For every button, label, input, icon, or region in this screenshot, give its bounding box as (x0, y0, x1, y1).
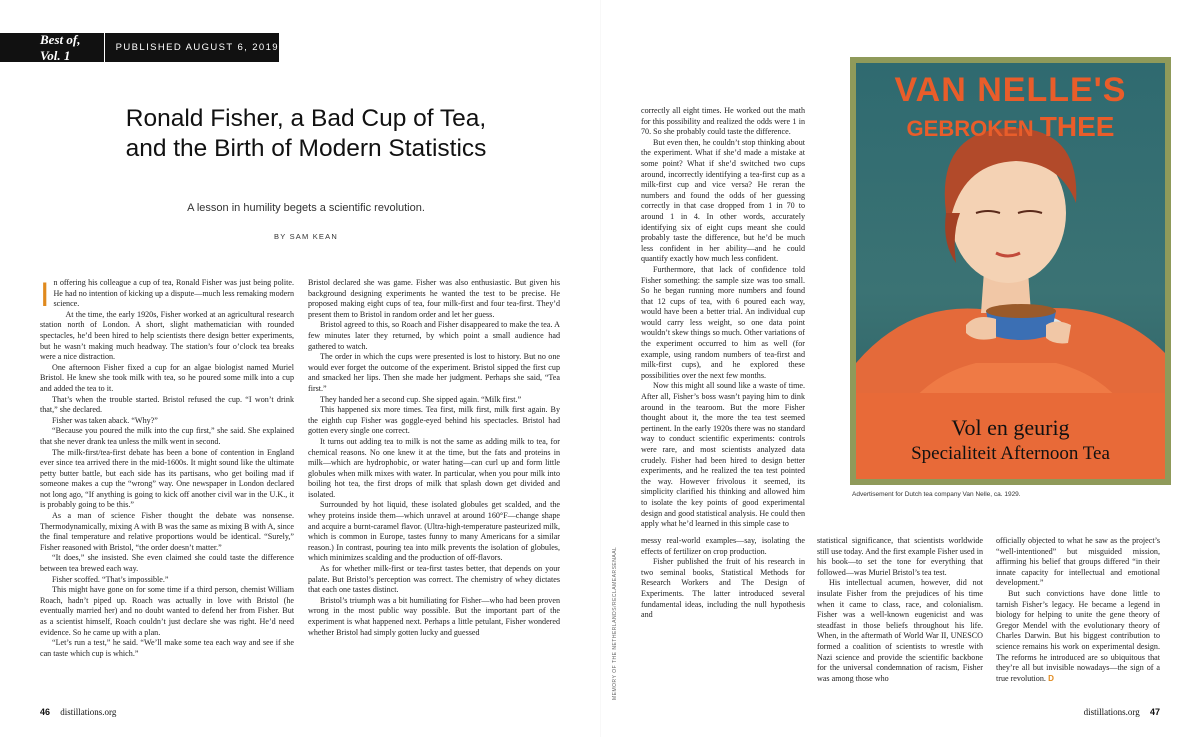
paragraph: “Because you poured the milk into the cup first,” she said. She explained that she never drank tea unless the milk went in second. (40, 426, 294, 446)
paragraph: statistical significance, that scientists worldwide still use today. And the first example Fisher used in his book—to set the tone for everything that followed—was Muriel Bristol’s tea test. (817, 536, 983, 577)
page-fold (600, 0, 601, 737)
publish-date: PUBLISHED AUGUST 6, 2019 (115, 42, 279, 53)
ad-brand: VAN NELLE'S (894, 71, 1127, 109)
paragraph: Bristol declared she was game. Fisher was also enthusiastic. But given his background designing experiments he wanted the test to be precise. He proposed making eight cups of tea, four milk-first and four tea-first. They’d present them to Bristol in random order and let her guess. (308, 278, 560, 319)
paragraph: This might have gone on for some time if a third person, chemist William Roach, hadn’t piped up. Roach was actually in love with Bristol (he eventually married her) and no doubt wanted to defend her from Fisher. But as a scientist himself, Roach couldn’t just declare she was right. He’d need evidence. So he came up with a plan. (40, 585, 294, 637)
paragraph: As a man of science Fisher thought the debate was nonsense. Thermodynamically, mixing A with B was the same as mixing B with A, since the final temperature and relative proportions would be identical. “Surely,” Fisher reasoned with Bristol, “the order doesn’t matter.” (40, 511, 294, 552)
paragraph: The order in which the cups were presented is lost to history. But no one would ever forget the outcome of the experiment. Bristol sipped the first cup and smacked her lips. Then she made her judgment. Perhaps she said, “Tea first.” (308, 352, 560, 393)
site-name-right: distillations.org (1083, 707, 1140, 717)
issue-label: Best of, Vol. 1 (40, 31, 81, 63)
paragraph: Fisher published the fruit of his research in two seminal books, Statistical Methods for Research Workers and The Design of Experiments. The latter introduced several fundamental ideas, including the null hypothesis and (641, 557, 805, 620)
paragraph: Surrounded by hot liquid, these isolated globules get scalded, and the whey proteins inside them—which unravel at around 160°F—change shape and acquire a burnt-caramel flavor. (Ultra-high-temperature pasteurized milk, which is common in Europe, tastes funny to many Americans for a similar reason.) In contrast, pouring tea into milk prevents the isolation of globules, which minimizes scalding and the production of off-flavors. (308, 500, 560, 563)
drop-cap: I (40, 278, 50, 314)
column-body (308, 278, 560, 638)
paragraph: Fisher scoffed. “That’s impossible.” (52, 574, 169, 584)
site-name-left: distillations.org (60, 707, 117, 717)
paragraph: At the time, the early 1920s, Fisher worked at an agricultural research station north of London. A short, slight mathematician with rounded spectacles, he’d been hired to help scientists there design better experiments, but he wasn’t making much headway. The station’s four o’clock tea breaks were a nice distraction. (40, 309, 294, 362)
paragraph: Bristol agreed to this, so Roach and Fisher disappeared to make the tea. A few minutes later they returned, by which point a small audience had gathered to watch. (308, 320, 560, 351)
ad-poster (856, 63, 1165, 479)
paragraph: As for whether milk-first or tea-first tastes better, that depends on your palate. But Bristol’s perception was correct. The chemistry of whey dictates that each one tastes distinct. (308, 564, 560, 595)
paragraph: The milk-first/tea-first debate has been a bone of contention in England ever since tea arrived there in the mid-1600s. It might sound like the ultimate petty butter battle, but each side has its partisans, who get boiling mad if someone makes a cup the “wrong” way. One newspaper in London declared not long ago, “If anything is going to kick off another civil war in the U.K., it is probably going to be this.” (40, 447, 294, 510)
column-body (40, 278, 294, 659)
paragraph: correctly all eight times. He worked out the math for this possibility and realized the odds were 1 in 70. So she probably could taste the difference. (641, 106, 805, 137)
paragraph: His intellectual acumen, however, did not insulate Fisher from the prejudices of his time when it came to class, race, and colonialism. Fisher was a well-known eugenicist and was steadfast in those beliefs throughout his life. When, in the aftermath of World War II, UNESCO formed a coalition of scientists to wrestle with Nazi science and provide the scientific backbone for the universal condemnation of racism, Fisher was among those who (817, 578, 983, 683)
paragraph: “Let’s run a test,” he said. “We’ll make some tea each way and see if she can taste which cup is which.” (40, 638, 294, 658)
article-deck: A lesson in humility begets a scientific revolution. (187, 202, 425, 214)
paragraph: messy real-world examples—say, isolating the effects of fertilizer on crop production. (641, 536, 805, 556)
article-title: Ronald Fisher, a Bad Cup of Tea, and the Birth of Modern Statistics (125, 105, 487, 162)
paragraph: But even then, he couldn’t stop thinking about the experiment. What if she’d made a mistake at some point? What if she’d switched two cups around, incorrectly identifying a tea-first cup as a milk-first cup and vice versa? He reran the numbers and found the odds of her guessing correctly in that case dropped from 1 in 70 to around 1 in 4. In other words, accurately identifying six of eight cups meant she could probably taste the difference, but he’d be much less confident in her ability—and he could quantify exactly how much less confident. (641, 137, 805, 264)
text-column-1 (40, 278, 294, 698)
text-column-3 (641, 106, 805, 536)
paragraph: Bristol’s triumph was a bit humiliating for Fisher—who had been proven wrong in the most public way possible. But the important part of the experiment is what happened next. Perhaps a little petulant, Fisher wondered whether Bristol had simply gotten lucky and guessed (308, 595, 560, 637)
page-number-left: 46 (40, 707, 51, 717)
ad-slogan-2: Specialiteit Afternoon Tea (911, 443, 1110, 464)
paragraph: Now this might all sound like a waste of time. After all, Fisher’s boss wasn’t paying him to dink around in the tearoom. But the more Fisher thought about it, the more the tea test seemed pertinent. In the early 1920s there was no standard way to conduct scientific experiments: controls were rare, and most scientists analyzed data crudely. Fisher had been hired to design better experiments, and he realized the tea test pointed the way. However frivolous it seemed, its simplicity clarified his thinking and allowed him to isolate the key points of good experimental design and good statistical analysis. He could then apply what he’d learned in this simple case to (641, 381, 805, 529)
text-column-2 (308, 278, 560, 698)
paragraph: officially objected to what he saw as the project’s “well-intentioned” but misguided mission, affirming his belief that groups differed “in their innate capacity for intellectual and emotional development.” (996, 536, 1160, 588)
page-number-right: 47 (1149, 707, 1160, 717)
ad-slogan-1: Vol en geurig (951, 415, 1070, 440)
text-column-4 (817, 536, 983, 698)
paragraph: This happened six more times. Tea first, milk first, milk first again. By the eighth cup Fisher was goggle-eyed behind his spectacles. Bristol had gotten every single one correct. (308, 405, 560, 436)
paragraph: It turns out adding tea to milk is not the same as adding milk to tea, for chemical reasons. No one knew it at the time, but the fats and proteins in milk—which are hydrophobic, or water hating—can curl up and form little globules when milk mixes with water. In particular, when you pour milk into boiling hot tea, the first drops of milk that splash down get divided and isolated. (308, 436, 560, 499)
end-mark: D (1045, 673, 1054, 683)
footer-right (1084, 707, 1160, 717)
image-caption: Advertisement for Dutch tea company Van Nelle, ca. 1929. (852, 491, 1021, 498)
paragraph: They handed her a second cup. She sipped again. “Milk first.” (320, 394, 522, 404)
photo-credit (612, 546, 622, 701)
paragraph: “It does,” she insisted. She even claimed she could taste the difference between tea brewed each way. (40, 553, 294, 574)
article-byline: BY SAM KEAN (274, 232, 338, 241)
footer-left (40, 707, 116, 717)
text-column-3-continued (641, 536, 805, 698)
text-column-5 (996, 536, 1160, 698)
ad-subtitle-2: THEE (1039, 111, 1115, 142)
paragraph: Fisher was taken aback. “Why?” (52, 415, 158, 425)
issue-header-bar (0, 33, 279, 62)
paragraph: n offering his colleague a cup of tea, Ronald Fisher was just being polite. He had no intention of kicking up a dispute—much less remaking modern science. (53, 278, 294, 309)
paragraph: But such convictions have done little to tarnish Fisher’s legacy. He became a legend in biology for helping to unite the gene theory of Gregor Mendel with the evolutionary theory of Charles Darwin. But his biggest contribution to science remains his work on experimental design. The reforms he introduced are so ubiquitous that they’re all but invisible nowadays—the sign of a true revolution. D (996, 588, 1160, 683)
ad-subtitle (856, 111, 1165, 143)
ad-subtitle-1: GEBROKEN (906, 116, 1034, 141)
paragraph: That’s when the trouble started. Bristol refused the cup. “I won’t drink that,” she declared. (40, 394, 294, 415)
advertisement-image (850, 57, 1171, 485)
column-body (996, 536, 1160, 684)
paragraph: Furthermore, that lack of confidence told Fisher something: the sample size was too small. So he began running more numbers and found that 12 cups of tea, with 6 poured each way, would have been a better trial. An individual cup would carry less weight, so one data point wouldn’t skew things so much. Other variations of the experiment occurred to him as well (for example, using random numbers of tea-first and milk-first cups), and he explored these possibilities over the next few months. (641, 264, 805, 380)
column-body (641, 106, 805, 530)
paragraph: One afternoon Fisher fixed a cup for an algae biologist named Muriel Bristol. He knew she took milk with tea, so he poured some milk into a cup and added the tea to it. (40, 362, 294, 393)
photo-credit-text: MEMORY OF THE NETHERLANDS/RECLAMEARSENAAL (612, 546, 618, 700)
column-body (641, 536, 805, 621)
column-body (817, 536, 983, 684)
